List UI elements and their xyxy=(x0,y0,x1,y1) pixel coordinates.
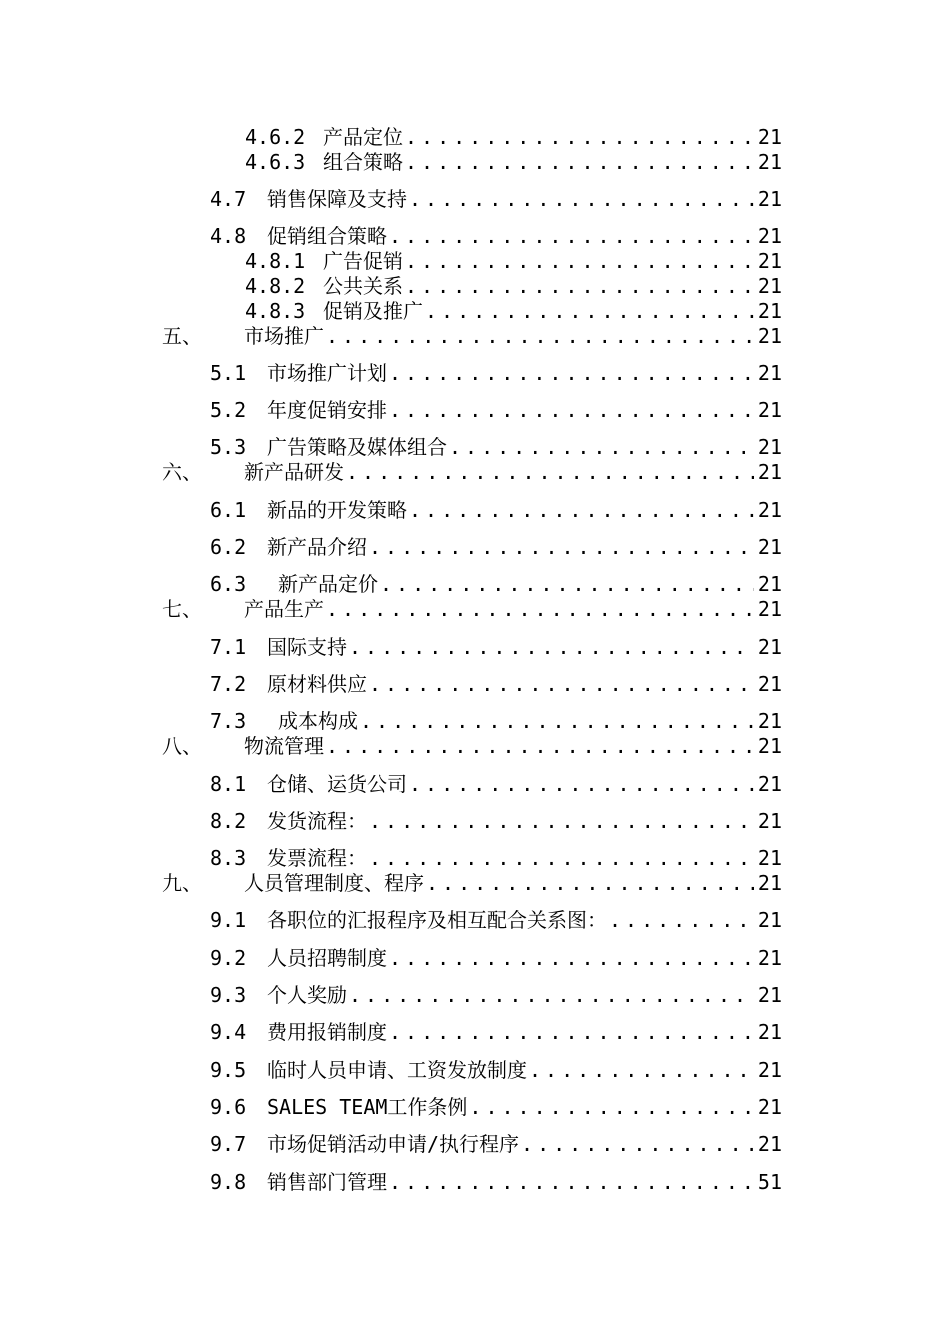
toc-entry-title: 人员招聘制度 xyxy=(267,946,387,970)
toc-entry[interactable] xyxy=(210,1094,782,1120)
toc-entry-title: SALES TEAM工作条例 xyxy=(267,1095,468,1119)
dot-leader xyxy=(607,907,754,933)
toc-entry-title: 原材料供应 xyxy=(267,672,367,696)
toc-entry-page: 21 xyxy=(757,1058,782,1082)
dot-leader xyxy=(378,571,754,597)
toc-entry-page: 21 xyxy=(757,435,782,459)
dot-leader xyxy=(403,149,754,175)
toc-chapter[interactable] xyxy=(162,323,782,349)
toc-entry-title: 发货流程： xyxy=(267,809,367,833)
toc-entry[interactable] xyxy=(210,945,782,971)
toc-entry[interactable] xyxy=(245,298,782,324)
toc-entry[interactable] xyxy=(210,1057,782,1083)
toc-entry-page: 21 xyxy=(757,908,782,932)
toc-entry-number: 4.8.3 xyxy=(245,299,306,323)
toc-entry-page: 21 xyxy=(757,709,782,733)
toc-chapter[interactable] xyxy=(162,596,782,622)
toc-entry-number: 4.7 xyxy=(210,187,247,211)
toc-entry-title: 广告促销 xyxy=(323,249,403,273)
dot-leader xyxy=(324,323,754,349)
toc-entry-title: 成本构成 xyxy=(278,709,358,733)
dot-leader xyxy=(519,1131,754,1157)
dot-leader xyxy=(344,459,754,485)
toc-entry[interactable] xyxy=(210,534,782,560)
toc-entry-title: 销售部门管理 xyxy=(267,1170,387,1194)
toc-entry-page: 21 xyxy=(757,249,782,273)
toc-entry-number: 9.8 xyxy=(210,1170,247,1194)
toc-entry-page: 21 xyxy=(757,361,782,385)
toc-entry-number: 5.1 xyxy=(210,361,247,385)
toc-entry-number: 6.1 xyxy=(210,498,247,522)
toc-entry[interactable] xyxy=(210,1169,782,1195)
dot-leader xyxy=(367,808,754,834)
toc-chapter-number: 五、 xyxy=(162,324,202,348)
dot-leader xyxy=(387,397,754,423)
toc-entry-number: 9.4 xyxy=(210,1020,247,1044)
dot-leader xyxy=(358,708,754,734)
dot-leader xyxy=(367,845,754,871)
dot-leader xyxy=(387,223,754,249)
toc-entry-title: 促销组合策略 xyxy=(267,224,387,248)
toc-entry-page: 21 xyxy=(757,187,782,211)
toc-entry-title: 国际支持 xyxy=(267,635,347,659)
toc-entry[interactable] xyxy=(245,124,782,150)
dot-leader xyxy=(447,434,754,460)
toc-entry-number: 6.3 xyxy=(210,572,247,596)
toc-entry-page: 21 xyxy=(757,224,782,248)
dot-leader xyxy=(387,1019,754,1045)
toc-entry-number: 5.3 xyxy=(210,435,247,459)
toc-entry-title: 各职位的汇报程序及相互配合关系图： xyxy=(267,908,607,932)
toc-entry-page: 21 xyxy=(757,672,782,696)
toc-entry-number: 4.6.3 xyxy=(245,150,306,174)
toc-entry[interactable] xyxy=(210,1131,782,1157)
toc-entry-number: 9.5 xyxy=(210,1058,247,1082)
toc-entry-page: 21 xyxy=(757,635,782,659)
toc-entry-page: 21 xyxy=(757,274,782,298)
toc-chapter-page: 21 xyxy=(757,734,782,758)
toc-entry-page: 21 xyxy=(757,983,782,1007)
toc-chapter[interactable] xyxy=(162,459,782,485)
toc-chapter[interactable] xyxy=(162,733,782,759)
toc-entry-title: 广告策略及媒体组合 xyxy=(267,435,447,459)
toc-entry-number: 4.8.1 xyxy=(245,249,306,273)
toc-entry[interactable] xyxy=(210,982,782,1008)
dot-leader xyxy=(324,596,754,622)
dot-leader xyxy=(387,1169,754,1195)
toc-entry-title: 组合策略 xyxy=(323,150,403,174)
toc-entry[interactable] xyxy=(245,149,782,175)
toc-entry[interactable] xyxy=(210,1019,782,1045)
toc-entry-number: 5.2 xyxy=(210,398,247,422)
dot-leader xyxy=(407,186,754,212)
toc-entry-page: 21 xyxy=(757,809,782,833)
dot-leader xyxy=(424,870,754,896)
toc-entry-number: 9.1 xyxy=(210,908,247,932)
toc-entry[interactable] xyxy=(245,273,782,299)
toc-entry-page: 21 xyxy=(757,498,782,522)
toc-chapter-number: 八、 xyxy=(162,734,202,758)
toc-entry-title: 费用报销制度 xyxy=(267,1020,387,1044)
toc-chapter-page: 21 xyxy=(757,597,782,621)
dot-leader xyxy=(423,298,754,324)
toc-entry-number: 7.3 xyxy=(210,709,247,733)
toc-entry[interactable] xyxy=(210,771,782,797)
toc-entry-number: 7.1 xyxy=(210,635,247,659)
toc-entry[interactable] xyxy=(210,434,782,460)
toc-entry-page: 21 xyxy=(757,572,782,596)
toc-entry-page: 21 xyxy=(757,1020,782,1044)
toc-entry-title: 新产品定价 xyxy=(278,572,378,596)
toc-entry-number: 4.8.2 xyxy=(245,274,306,298)
toc-chapter-page: 21 xyxy=(757,871,782,895)
toc-entry-title: 产品定位 xyxy=(323,125,403,149)
toc-entry-number: 6.2 xyxy=(210,535,247,559)
dot-leader xyxy=(324,733,754,759)
toc-entry-page: 21 xyxy=(757,1095,782,1119)
toc-chapter-number: 六、 xyxy=(162,460,202,484)
toc-entry[interactable] xyxy=(245,248,782,274)
toc-entry-title: 新品的开发策略 xyxy=(267,498,407,522)
toc-entry-page: 21 xyxy=(757,946,782,970)
toc-chapter-number: 九、 xyxy=(162,871,202,895)
toc-chapter-title: 产品生产 xyxy=(244,597,324,621)
toc-entry[interactable] xyxy=(210,708,782,734)
dot-leader xyxy=(407,771,754,797)
toc-chapter-title: 市场推广 xyxy=(244,324,324,348)
dot-leader xyxy=(467,1094,753,1120)
toc-entry-page: 51 xyxy=(757,1170,782,1194)
toc-entry-number: 8.3 xyxy=(210,846,247,870)
toc-entry[interactable] xyxy=(210,360,782,386)
toc-entry[interactable] xyxy=(210,907,782,933)
toc-entry[interactable] xyxy=(210,845,782,871)
toc-entry-page: 21 xyxy=(757,535,782,559)
toc-entry-number: 9.7 xyxy=(210,1132,247,1156)
toc-entry-title: 临时人员申请、工资发放制度 xyxy=(267,1058,527,1082)
dot-leader xyxy=(403,124,754,150)
toc-entry-number: 9.2 xyxy=(210,946,247,970)
toc-entry-number: 8.2 xyxy=(210,809,247,833)
toc-entry-title: 销售保障及支持 xyxy=(267,187,407,211)
dot-leader xyxy=(347,982,754,1008)
toc-entry-page: 21 xyxy=(757,1132,782,1156)
dot-leader xyxy=(387,360,754,386)
toc-entry[interactable] xyxy=(210,808,782,834)
toc-entry-title: 公共关系 xyxy=(323,274,403,298)
toc-chapter-title: 人员管理制度、程序 xyxy=(244,871,424,895)
toc-entry-title: 市场促销活动申请/执行程序 xyxy=(267,1132,520,1156)
toc-entry-title: 市场推广计划 xyxy=(267,361,387,385)
toc-entry-title: 发票流程： xyxy=(267,846,367,870)
toc-entry-page: 21 xyxy=(757,772,782,796)
toc-entry[interactable] xyxy=(210,571,782,597)
dot-leader xyxy=(403,273,754,299)
toc-entry[interactable] xyxy=(210,497,782,523)
toc-chapter-number: 七、 xyxy=(162,597,202,621)
toc-entry-page: 21 xyxy=(757,125,782,149)
toc-chapter-title: 物流管理 xyxy=(244,734,324,758)
toc-entry[interactable] xyxy=(210,186,782,212)
toc-entry-page: 21 xyxy=(757,150,782,174)
toc-entry[interactable] xyxy=(210,634,782,660)
toc-entry-number: 4.8 xyxy=(210,224,247,248)
dot-leader xyxy=(367,534,754,560)
toc-entry-title: 仓储、运货公司 xyxy=(267,772,407,796)
toc-entry-title: 新产品介绍 xyxy=(267,535,367,559)
toc-entry-number: 8.1 xyxy=(210,772,247,796)
toc-entry-page: 21 xyxy=(757,398,782,422)
toc-entry-number: 9.3 xyxy=(210,983,247,1007)
toc-entry-title: 个人奖励 xyxy=(267,983,347,1007)
toc-entry[interactable] xyxy=(210,397,782,423)
toc-entry-title: 年度促销安排 xyxy=(267,398,387,422)
toc-entry-page: 21 xyxy=(757,299,782,323)
toc-chapter-page: 21 xyxy=(757,460,782,484)
dot-leader xyxy=(347,634,754,660)
toc-entry-number: 4.6.2 xyxy=(245,125,306,149)
dot-leader xyxy=(527,1057,754,1083)
toc-entry-page: 21 xyxy=(757,846,782,870)
dot-leader xyxy=(387,945,754,971)
toc-chapter[interactable] xyxy=(162,870,782,896)
toc-entry[interactable] xyxy=(210,671,782,697)
toc-entry-title: 促销及推广 xyxy=(323,299,423,323)
dot-leader xyxy=(367,671,754,697)
toc-entry-number: 7.2 xyxy=(210,672,247,696)
dot-leader xyxy=(403,248,754,274)
dot-leader xyxy=(407,497,754,523)
toc-entry-number: 9.6 xyxy=(210,1095,247,1119)
toc-entry[interactable] xyxy=(210,223,782,249)
toc-chapter-title: 新产品研发 xyxy=(244,460,344,484)
toc-chapter-page: 21 xyxy=(757,324,782,348)
